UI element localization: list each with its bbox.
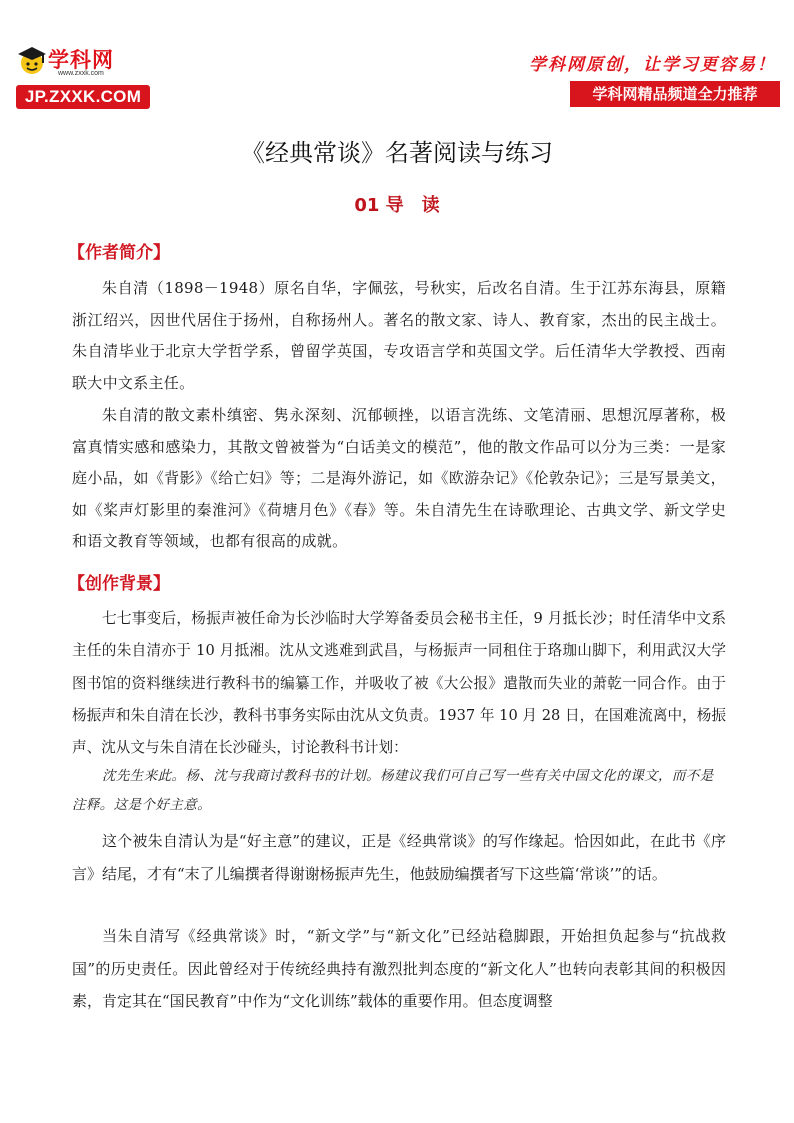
logo-name: 学科网 <box>48 48 114 72</box>
author-heading: 【作者简介】 <box>68 243 170 263</box>
slogan: 学科网原创，让学习更容易！ <box>529 55 776 75</box>
paragraph-3: 这个被朱自清认为是“好主意”的建议，正是《经典常谈》的写作缘起。恰因如此，在此书《序言》结尾，才有“末了儿编撰者得谢谢杨振声先生，他鼓励编撰者写下这些篇‘常谈’”的话。 <box>72 832 726 883</box>
page-header <box>0 0 794 120</box>
diary-quote: 沈先生来此。杨、沈与我商讨教科书的计划。杨建议我们可自己写一些有关中国文化的课文，而不是注释。这是个好主意。 <box>72 768 714 813</box>
logo-url: www.zxxk.com <box>58 70 104 77</box>
background-paragraph: 七七事变后，杨振声被任命为长沙临时大学筹备委员会秘书主任，9 月抵长沙；时任清华中文系主任的朱自清亦于 10 月抵湘。沈从文逃难到武昌，与杨振声一同租住于珞珈山脚下，利用武汉大学图书馆的资料继续进行教科书的编纂工作，并吸收了被《大公报》遣散而失业的萧乾一同合作。由于杨振声和朱自清在长沙，教科书事务实际由沈从文负责。1937 年 10 月 28 日，在国难流离中，杨振声、沈从文与朱自清在长沙碰头，讨论教科书计划： <box>72 610 726 757</box>
logo-badge[interactable]: JP.ZXXK.COM <box>16 85 150 109</box>
promo-banner[interactable]: 学科网精品频道全力推荐 <box>570 81 780 107</box>
page-title: 《经典常谈》名著阅读与练习 <box>241 139 553 167</box>
paragraph-4: 当朱自清写《经典常谈》时，“新文学”与“新文化”已经站稳脚跟，开始担负起参与“抗战救国”的历史责任。因此曾经对于传统经典持有激烈批判态度的“新文化人”也转向表彰其间的积极因素，肯定其在“国民教育”中作为“文化训练”载体的重要作用。但态度调整 <box>72 927 726 1010</box>
graduation-cap-icon <box>16 44 48 76</box>
author-paragraph-2: 朱自清的散文素朴缜密、隽永深刻、沉郁顿挫，以语言洗练、文笔清丽、思想沉厚著称，极富真情实感和感染力，其散文曾被誉为“白话美文的模范”，他的散文作品可以分为三类：一是家庭小品，如《背影》《给亡妇》等；二是海外游记，如《欧游杂记》《伦敦杂记》；三是写景美文，如《桨声灯影里的秦淮河》《荷塘月色》《春》等。朱自清先生在诗歌理论、古典文学、新文学史和语文教育等领域，也都有很高的成就。 <box>72 406 726 550</box>
author-paragraph-1: 朱自清（1898－1948）原名自华，字佩弦，号秋实，后改名自清。生于江苏东海县，原籍浙江绍兴，因世代居住于扬州，自称扬州人。著名的散文家、诗人、教育家，杰出的民主战士。朱自清毕业于北京大学哲学系，曾留学英国，专攻语言学和英国文学。后任清华大学教授、西南联大中文系主任。 <box>72 279 726 392</box>
section-title: 01 导 读 <box>354 195 440 216</box>
site-logo[interactable] <box>14 40 154 112</box>
background-heading: 【创作背景】 <box>68 574 170 594</box>
